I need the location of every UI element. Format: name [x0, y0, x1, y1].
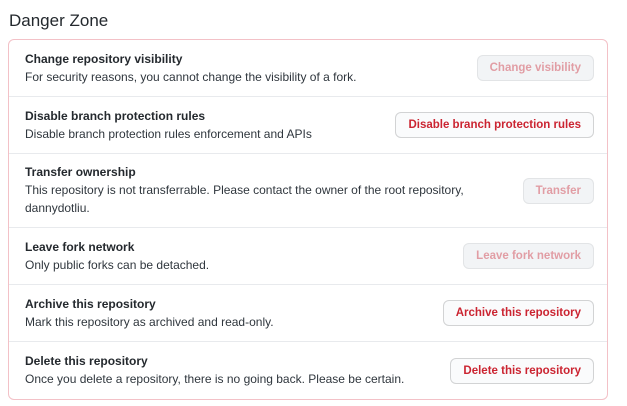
danger-row-title: Delete this repository	[25, 354, 148, 368]
danger-row-title: Transfer ownership	[25, 165, 136, 179]
danger-row-text	[25, 51, 461, 86]
danger-row-title: Leave fork network	[25, 239, 135, 254]
danger-zone-row-leave-fork-network	[9, 228, 607, 285]
change-visibility-button[interactable]: Change visibility	[477, 55, 594, 81]
danger-row-title: Disable branch protection rules	[25, 108, 206, 123]
danger-zone-row-delete-this-repository	[9, 342, 607, 399]
danger-zone-box	[8, 39, 608, 400]
leave-fork-network-button[interactable]: Leave fork network	[463, 243, 594, 269]
danger-row-text	[25, 239, 447, 274]
delete-this-repository-button[interactable]: Delete this repository	[450, 358, 594, 384]
danger-row-description: Only public forks can be detached.	[25, 257, 210, 272]
danger-zone-row-archive-this-repository	[9, 285, 607, 342]
danger-row-text	[25, 353, 434, 388]
danger-row-title: Change repository visibility	[25, 51, 183, 66]
danger-zone-row-transfer-ownership	[9, 154, 607, 228]
danger-zone-heading: Danger Zone	[9, 11, 109, 30]
danger-row-description: Mark this repository as archived and read-only.	[25, 314, 274, 329]
danger-row-text	[25, 164, 507, 217]
danger-row-description: For security reasons, you cannot change the visibility of a fork.	[25, 69, 357, 84]
transfer-button[interactable]: Transfer	[523, 178, 594, 204]
archive-this-repository-button[interactable]: Archive this repository	[443, 300, 594, 326]
danger-row-text	[25, 108, 379, 143]
danger-zone-row-change-repository-visibility	[9, 40, 607, 97]
danger-row-description: Disable branch protection rules enforcement and APIs	[25, 126, 312, 141]
danger-zone-row-disable-branch-protection-rules	[9, 97, 607, 154]
danger-row-text	[25, 296, 427, 331]
disable-branch-protection-rules-button[interactable]: Disable branch protection rules	[395, 112, 594, 138]
danger-row-description: This repository is not transferrable. Please contact the owner of the root repository, dannydotliu.	[25, 183, 464, 215]
danger-row-title: Archive this repository	[25, 296, 156, 311]
danger-row-description: Once you delete a repository, there is no going back. Please be certain.	[25, 372, 405, 386]
